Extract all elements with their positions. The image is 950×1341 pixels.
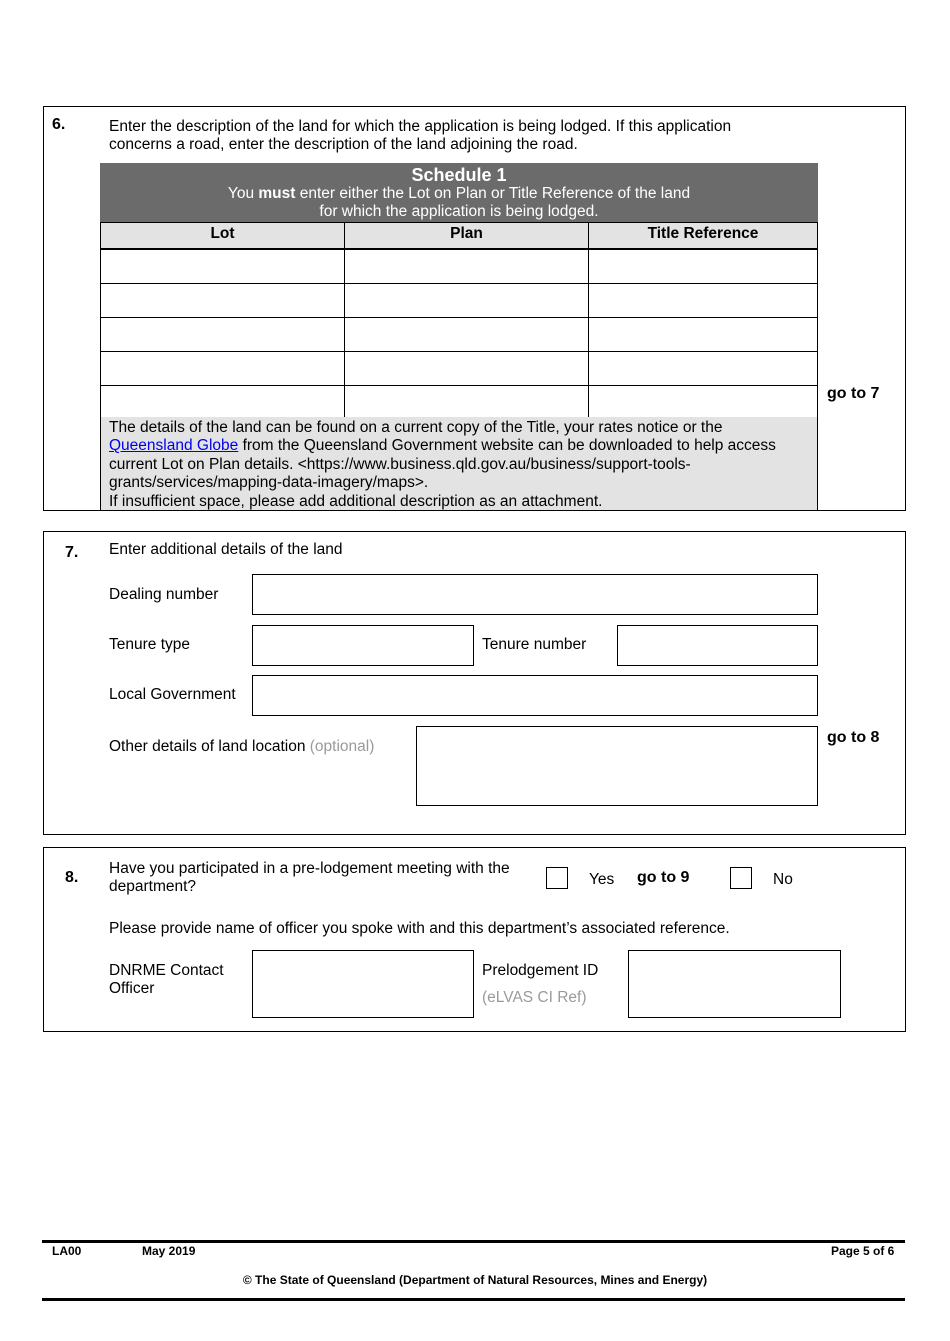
schedule-row-4-lot-input[interactable]	[100, 351, 345, 386]
other-details-label: Other details of land location (optional)	[109, 738, 375, 755]
dealing-number-label: Dealing number	[109, 586, 219, 603]
question-6-number: 6.	[52, 116, 66, 133]
schedule-row-1-plan-input[interactable]	[344, 249, 589, 284]
officer-prompt: Please provide name of officer you spoke with and this department’s associated reference.	[109, 920, 730, 937]
no-checkbox[interactable]	[730, 867, 752, 889]
schedule-row-5-plan-input[interactable]	[344, 385, 589, 420]
footer-bottom-rule	[42, 1298, 905, 1301]
footer-date: May 2019	[142, 1244, 196, 1258]
contact-officer-label-line2: Officer	[109, 980, 155, 997]
note-line2: Queensland Globe from the Queensland Government website can be downloaded to help access	[109, 437, 776, 455]
column-header-plan: Plan	[344, 222, 589, 249]
column-header-title-reference: Title Reference	[588, 222, 818, 249]
tenure-type-input[interactable]	[252, 625, 474, 666]
schedule-row-1-title-reference-input[interactable]	[588, 249, 818, 284]
question-7-number: 7.	[65, 544, 79, 561]
footer-copyright: © The State of Queensland (Department of Natural Resources, Mines and Energy)	[242, 1273, 708, 1287]
yes-label: Yes	[589, 871, 615, 888]
goto-9: go to 9	[637, 869, 690, 886]
question-7-prompt: Enter additional details of the land	[109, 541, 343, 558]
schedule-row-4-plan-input[interactable]	[344, 351, 589, 386]
prelodgement-id-label: Prelodgement ID	[482, 962, 599, 979]
schedule-row-2-plan-input[interactable]	[344, 283, 589, 318]
column-header-lot: Lot	[100, 222, 345, 249]
schedule-row-5-lot-input[interactable]	[100, 385, 345, 420]
goto-8: go to 8	[827, 729, 880, 746]
schedule-row-1-lot-input[interactable]	[100, 249, 345, 284]
schedule-row-2-title-reference-input[interactable]	[588, 283, 818, 318]
yes-checkbox[interactable]	[546, 867, 568, 889]
question-8-prompt-line2: department?	[109, 878, 197, 895]
footer-top-rule	[42, 1240, 905, 1243]
contact-officer-input[interactable]	[252, 950, 474, 1018]
note-line5: If insufficient space, please add additional description as an attachment.	[109, 492, 603, 510]
dealing-number-input[interactable]	[252, 574, 818, 615]
schedule-note	[100, 417, 818, 510]
question-6-prompt-line1: Enter the description of the land for which the application is being lodged. If this application	[109, 118, 732, 135]
prelodgement-id-input[interactable]	[628, 950, 841, 1018]
schedule-row-3-title-reference-input[interactable]	[588, 317, 818, 352]
optional-hint: (optional)	[309, 738, 375, 755]
tenure-number-label: Tenure number	[482, 636, 587, 653]
tenure-type-label: Tenure type	[109, 636, 190, 653]
goto-7: go to 7	[827, 385, 880, 402]
schedule-1-title: Schedule 1	[411, 165, 507, 185]
question-8-prompt-line1: Have you participated in a pre-lodgement meeting with the	[109, 860, 510, 877]
schedule-1-subtitle-line2: for which the application is being lodged.	[319, 203, 599, 220]
question-8-number: 8.	[65, 869, 79, 886]
local-government-label: Local Government	[109, 686, 236, 703]
schedule-1-header	[100, 163, 818, 222]
note-line3: current Lot on Plan details. <https://www.business.qld.gov.au/business/support-tools-	[109, 455, 691, 473]
schedule-1-subtitle-line1: You must enter either the Lot on Plan or Title Reference of the land	[227, 185, 691, 202]
no-label: No	[773, 871, 793, 888]
note-line1: The details of the land can be found on a current copy of the Title, your rates notice or the	[109, 419, 723, 436]
tenure-number-input[interactable]	[617, 625, 818, 666]
schedule-row-2-lot-input[interactable]	[100, 283, 345, 318]
other-details-input[interactable]	[416, 726, 818, 806]
note-line4: grants/services/mapping-data-imagery/maps>.	[109, 474, 429, 492]
question-6-prompt-line2: concerns a road, enter the description of the land adjoining the road.	[109, 136, 578, 153]
schedule-row-4-title-reference-input[interactable]	[588, 351, 818, 386]
prelodgement-id-hint: (eLVAS CI Ref)	[482, 989, 587, 1006]
queensland-globe-link[interactable]: Queensland Globe	[109, 437, 239, 455]
schedule-row-5-title-reference-input[interactable]	[588, 385, 818, 420]
schedule-row-3-lot-input[interactable]	[100, 317, 345, 352]
local-government-input[interactable]	[252, 675, 818, 716]
footer-page-number: Page 5 of 6	[831, 1244, 895, 1258]
contact-officer-label-line1: DNRME Contact	[109, 962, 224, 979]
footer-form-code: LA00	[52, 1244, 82, 1258]
schedule-row-3-plan-input[interactable]	[344, 317, 589, 352]
